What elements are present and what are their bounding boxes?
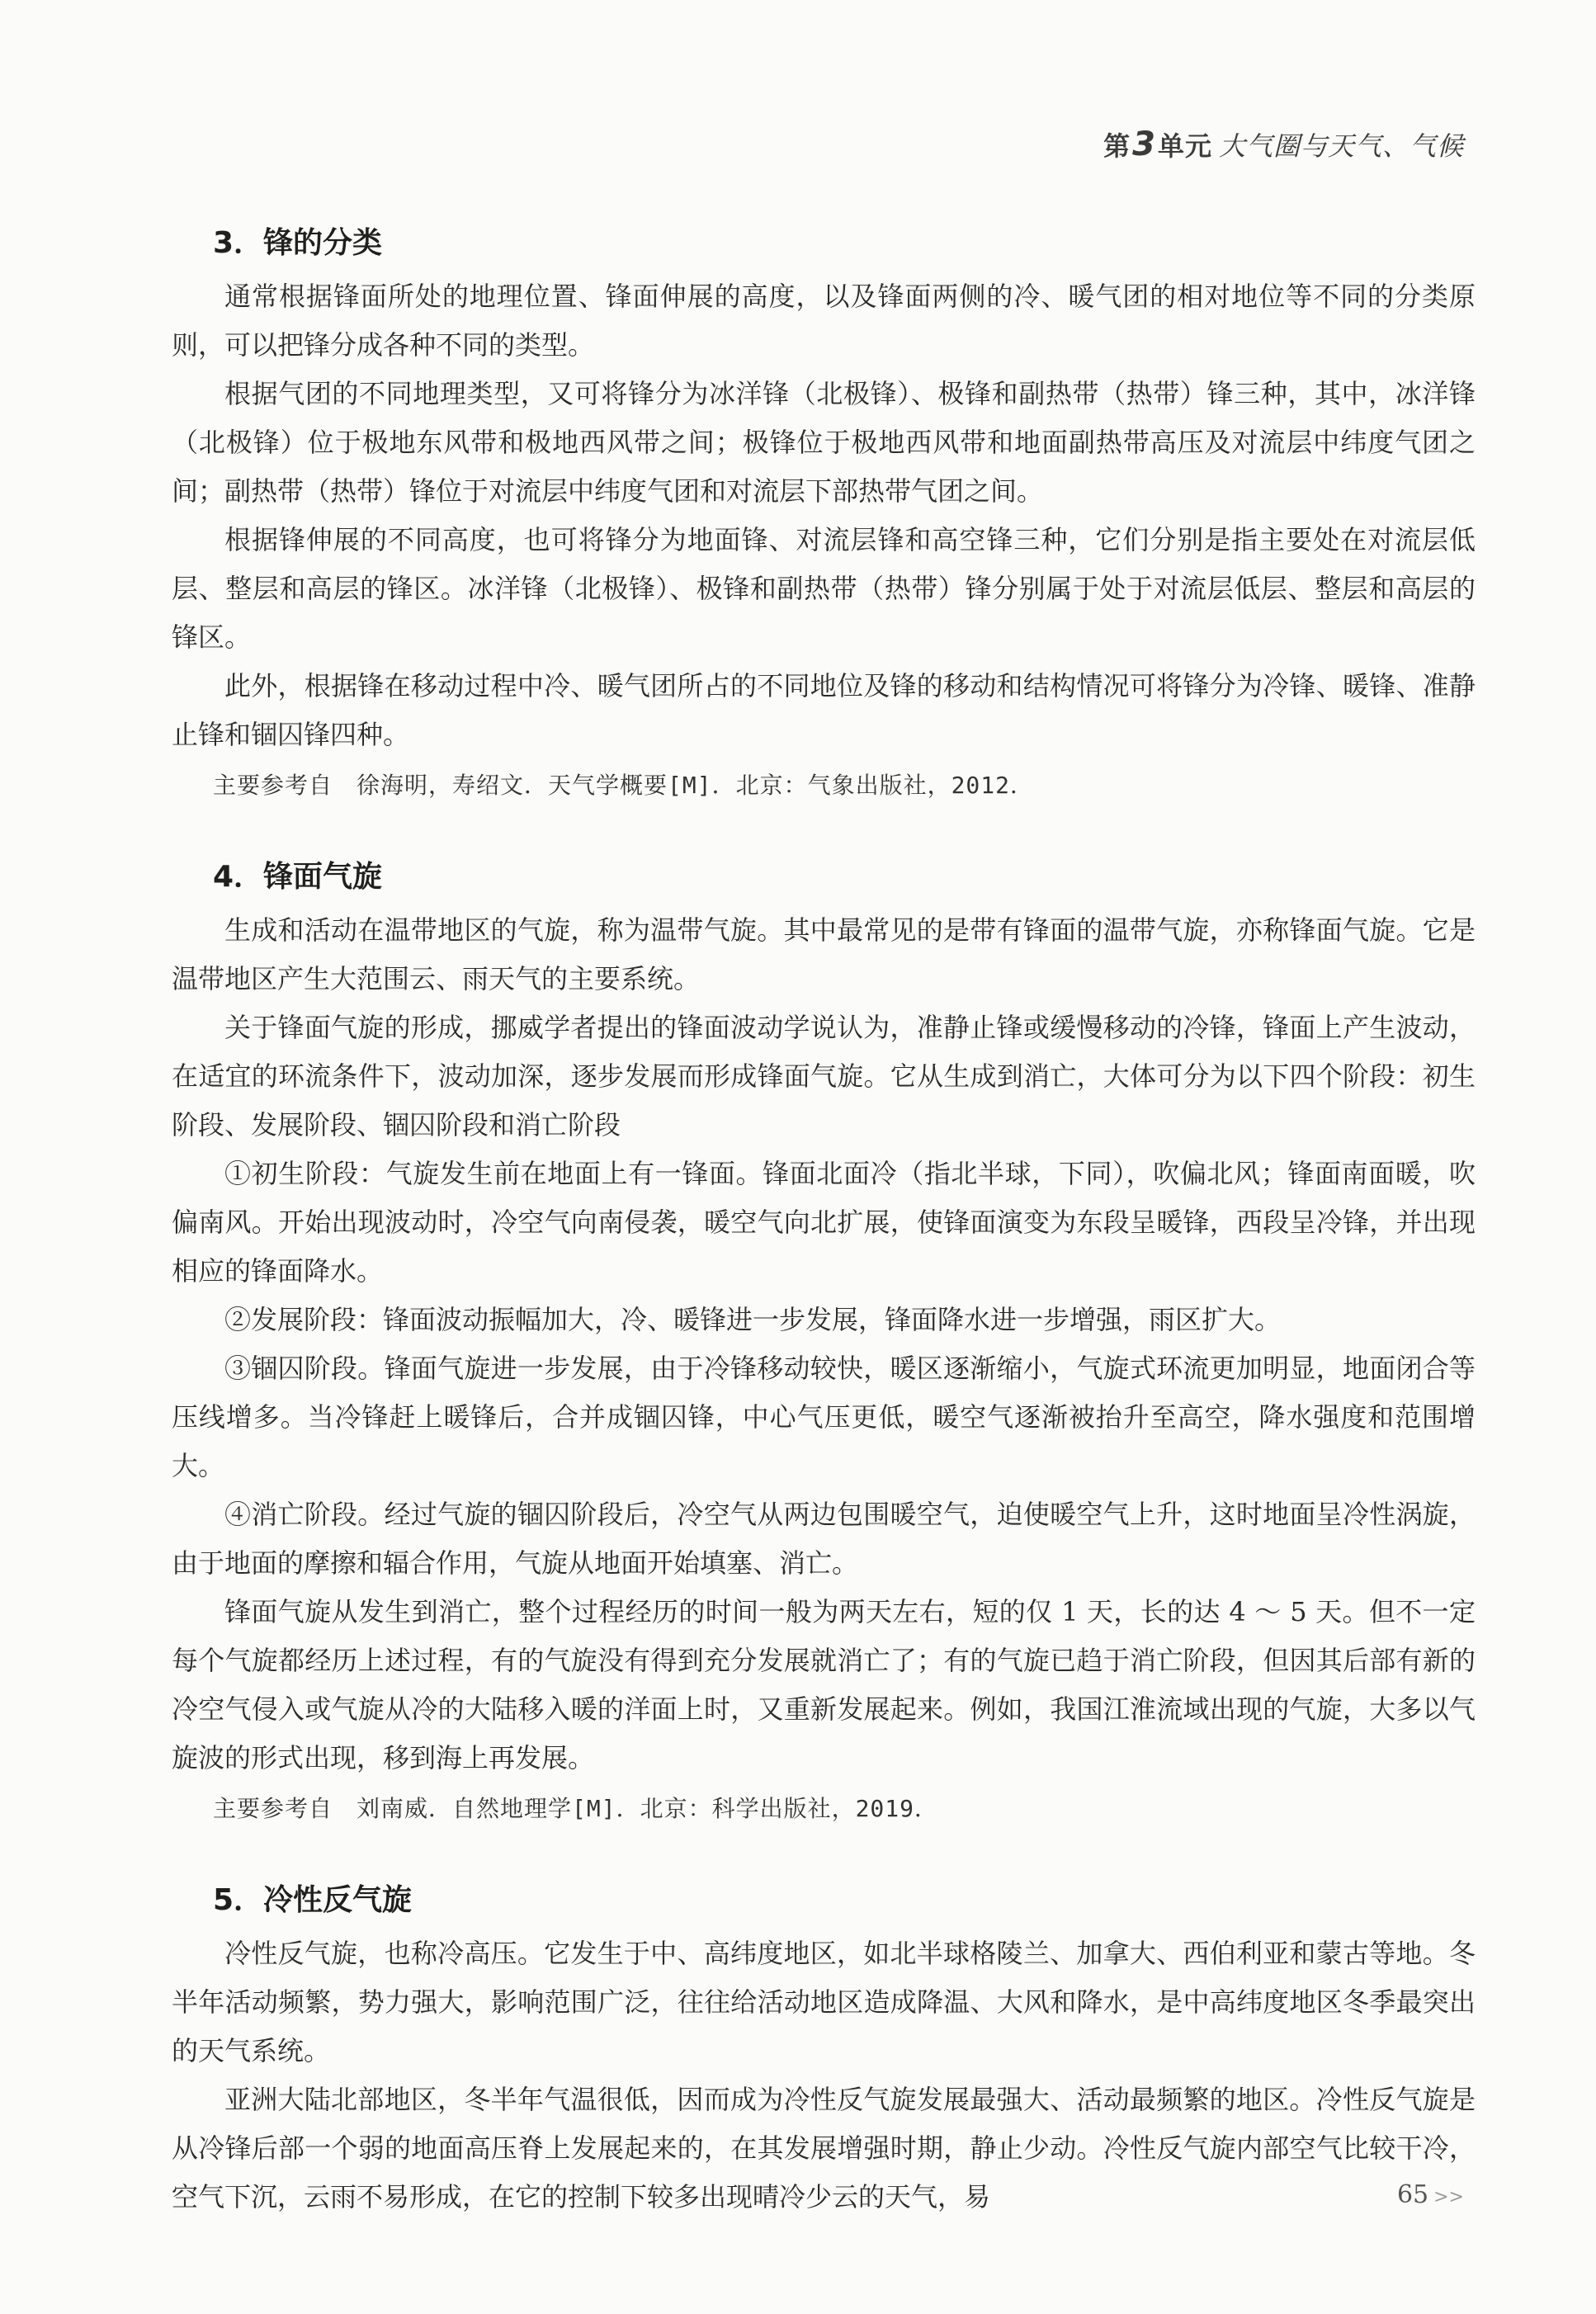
section-title: 3．锋的分类 [213,226,383,260]
paragraph: ④消亡阶段。经过气旋的锢囚阶段后，冷空气从两边包围暖空气，迫使暖空气上升，这时地面呈冷性涡旋，由于地面的摩擦和辐合作用，气旋从地面开始填塞、消亡。 [172,1499,1476,1579]
page-mark-icon: >> [1433,2187,1464,2208]
unit-suffix: 单元 [1157,130,1212,162]
paragraph: 锋面气旋从发生到消亡，整个过程经历的时间一般为两天左右，短的仅 1 天，长的达 4 ～ 5 天。但不一定每个气旋都经历上述过程，有的气旋没有得到充分发展就消亡了；有的气旋已趋于消亡阶段，但因其后部有新的冷空气侵入或气旋从冷的大陆移入暖的洋面上时，又重新发展起来。例如，我国江淮流域出现的气旋，大多以气旋波的形式出现，移到海上再发展。 [172,1596,1476,1773]
running-header [1103,125,1464,163]
page-number [1397,2180,1464,2209]
paragraph: 通常根据锋面所处的地理位置、锋面伸展的高度，以及锋面两侧的冷、暖气团的相对地位等不同的分类原则，可以把锋分成各种不同的类型。 [172,281,1476,361]
page-content [172,221,1476,2222]
paragraph: 生成和活动在温带地区的气旋，称为温带气旋。其中最常见的是带有锋面的温带气旋，亦称锋面气旋。它是温带地区产生大范围云、雨天气的主要系统。 [172,914,1476,994]
paragraph: 亚洲大陆北部地区，冬半年气温很低，因而成为冷性反气旋发展最强大、活动最频繁的地区。冷性反气旋是从冷锋后部一个弱的地面高压脊上发展起来的，在其发展增强时期，静止少动。冷性反气旋内部空气比较干冷，空气下沉，云雨不易形成，在它的控制下较多出现晴冷少云的天气，易 [172,2084,1476,2212]
section-cold-anticyclone [172,1878,1476,2222]
paragraph: 关于锋面气旋的形成，挪威学者提出的锋面波动学说认为，准静止锋或缓慢移动的冷锋，锋面上产生波动，在适宜的环流条件下，波动加深，逐步发展而形成锋面气旋。它从生成到消亡，大体可分为以下四个阶段：初生阶段、发展阶段、锢囚阶段和消亡阶段 [172,1012,1476,1140]
section-title: 5．冷性反气旋 [213,1883,413,1917]
paragraph: 根据气团的不同地理类型，又可将锋分为冰洋锋（北极锋）、极锋和副热带（热带）锋三种，其中，冰洋锋（北极锋）位于极地东风带和极地西风带之间；极锋位于极地西风带和地面副热带高压及对流层中纬度气团之间；副热带（热带）锋位于对流层中纬度气团和对流层下部热带气团之间。 [172,378,1476,507]
unit-number: 3 [1132,125,1156,163]
paragraph: 冷性反气旋，也称冷高压。它发生于中、高纬度地区，如北半球格陵兰、加拿大、西伯利亚和蒙古等地。冬半年活动频繁，势力强大，影响范围广泛，往往给活动地区造成降温、大风和降水，是中高纬度地区冬季最突出的天气系统。 [172,1938,1476,2066]
unit-title: 大气圈与天气、气候 [1218,130,1464,162]
paragraph: 根据锋伸展的不同高度，也可将锋分为地面锋、对流层锋和高空锋三种，它们分别是指主要处在对流层低层、整层和高层的锋区。冰洋锋（北极锋）、极锋和副热带（热带）锋分别属于处于对流层低层、整层和高层的锋区。 [172,524,1476,653]
paragraph: ③锢囚阶段。锋面气旋进一步发展，由于冷锋移动较快，暖区逐渐缩小，气旋式环流更加明显，地面闭合等压线增多。当冷锋赶上暖锋后，合并成锢囚锋，中心气压更低，暖空气逐渐被抬升至高空，降水强度和范围增大。 [172,1353,1476,1481]
reference-note: 主要参考自 刘南威．自然地理学[M]．北京：科学出版社，2019． [213,1795,939,1822]
section-title: 4．锋面气旋 [213,860,383,894]
reference-note: 主要参考自 徐海明，寿绍文．天气学概要[M]．北京：气象出版社，2012． [213,772,1035,799]
paragraph: ①初生阶段：气旋发生前在地面上有一锋面。锋面北面冷（指北半球，下同），吹偏北风；锋面南面暖，吹偏南风。开始出现波动时，冷空气向南侵袭，暖空气向北扩展，使锋面演变为东段呈暖锋，西段呈冷锋，并出现相应的锋面降水。 [172,1158,1476,1287]
page-number-value: 65 [1396,2180,1429,2209]
paragraph: 此外，根据锋在移动过程中冷、暖气团所占的不同地位及锋的移动和结构情况可将锋分为冷锋、暖锋、准静止锋和锢囚锋四种。 [172,670,1476,750]
unit-prefix: 第 [1103,130,1131,162]
section-frontal-cyclone [172,855,1476,1832]
section-front-classification [172,221,1476,809]
paragraph: ②发展阶段：锋面波动振幅加大，冷、暖锋进一步发展，锋面降水进一步增强，雨区扩大。 [224,1304,1282,1335]
